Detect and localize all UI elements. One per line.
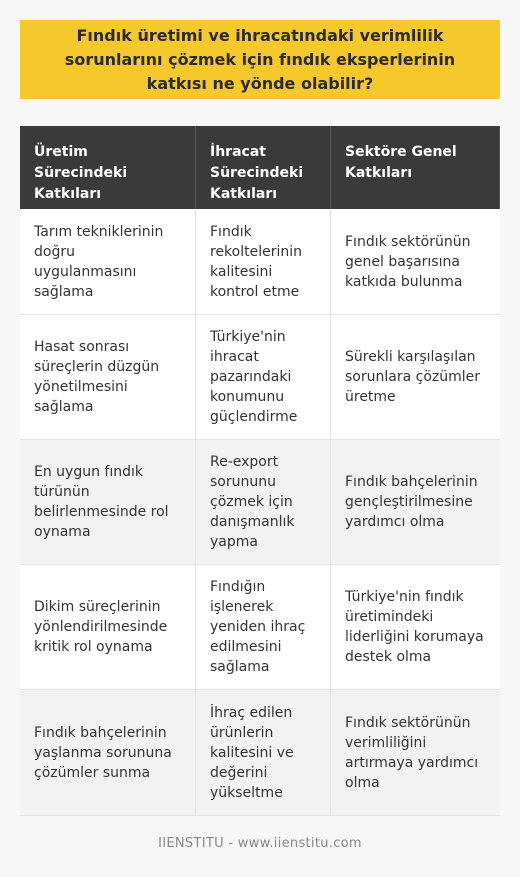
table-cell: İhraç edilen ürünlerin kalitesini ve değerini yükseltme — [196, 690, 331, 816]
table-cell: Hasat sonrası süreçlerin düzgün yönetilmesini sağlama — [20, 315, 196, 440]
table-cell: Türkiye'nin fındık üretimindeki liderliğini korumaya destek olma — [331, 565, 500, 690]
table-cell: Tarım tekniklerinin doğru uygulanmasını sağlama — [20, 209, 196, 315]
page-title: Fındık üretimi ve ihracatındaki verimlilik sorunlarını çözmek için fındık eksperlerinin katkısı ne yönde olabilir? — [64, 25, 456, 93]
table-cell: Fındık bahçelerinin yaşlanma sorununa çözümler sunma — [20, 690, 196, 816]
column-header-production: Üretim Sürecindeki Katkıları — [20, 126, 196, 209]
table-cell: Fındık rekoltelerinin kalitesini kontrol etme — [196, 209, 331, 315]
table-cell: Fındık sektörünün verimliliğini artırmaya yardımcı olma — [331, 690, 500, 816]
table-cell: Fındık sektörünün genel başarısına katkıda bulunma — [331, 209, 500, 315]
table-cell: Re-export sorununu çözmek için danışmanlık yapma — [196, 440, 331, 565]
footer-credit: IIENSTITU - www.iienstitu.com — [158, 836, 362, 851]
column-header-export: İhracat Sürecindeki Katkıları — [196, 126, 331, 209]
title-banner — [20, 20, 500, 99]
table-cell: En uygun fındık türünün belirlenmesinde rol oynama — [20, 440, 196, 565]
table-cell: Dikim süreçlerinin yönlendirilmesinde kritik rol oynama — [20, 565, 196, 690]
table-cell: Türkiye'nin ihracat pazarındaki konumunu güçlendirme — [196, 315, 331, 440]
contributions-table — [20, 126, 500, 816]
table-cell: Fındık bahçelerinin gençleştirilmesine yardımcı olma — [331, 440, 500, 565]
table-cell: Sürekli karşılaşılan sorunlara çözümler üretme — [331, 315, 500, 440]
column-header-sector: Sektöre Genel Katkıları — [331, 126, 500, 209]
table-cell: Fındığın işlenerek yeniden ihraç edilmesini sağlama — [196, 565, 331, 690]
